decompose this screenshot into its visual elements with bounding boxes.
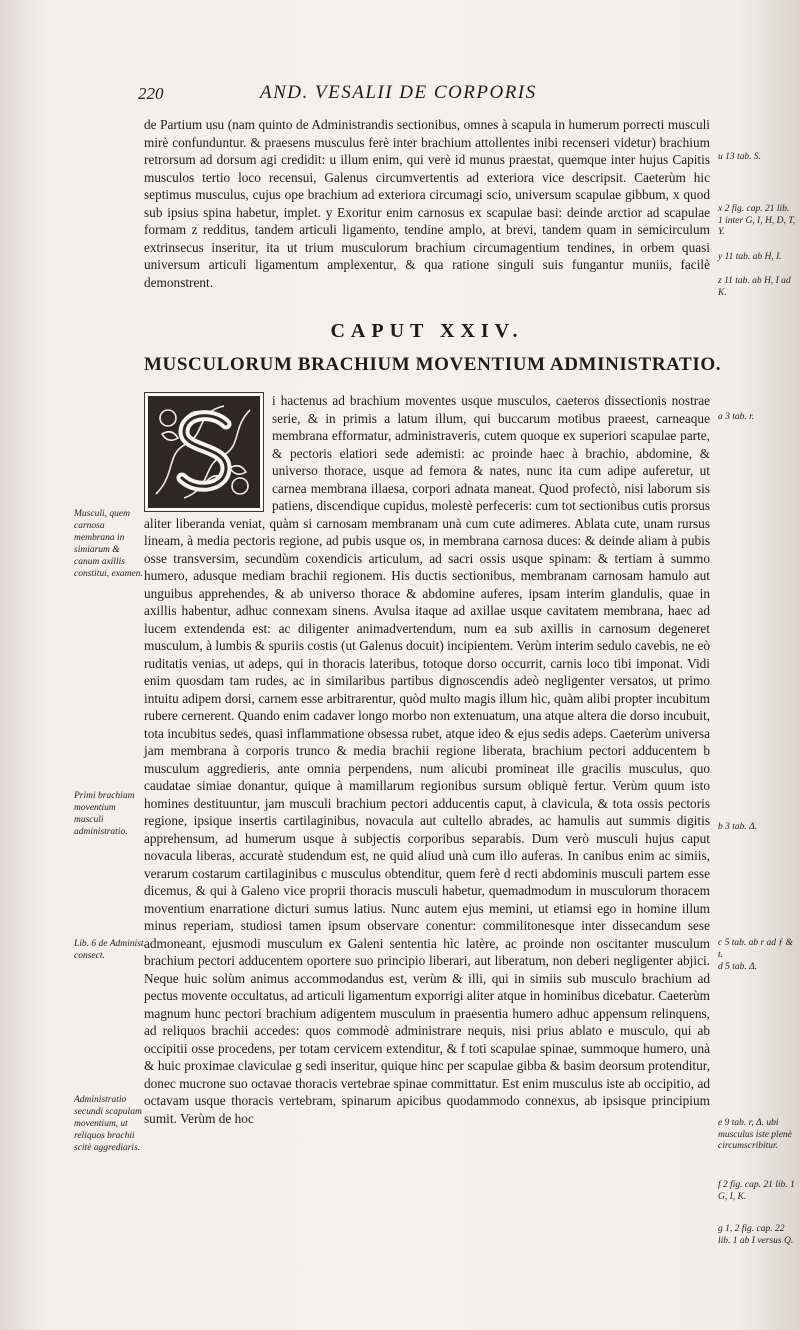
main-body	[144, 392, 710, 1322]
margin-note-left: Musculi, quem carnosa membrana in simiarum & canum axillis constitui, examen.	[74, 509, 143, 579]
ornamental-initial	[144, 392, 264, 512]
page-header	[138, 84, 728, 110]
chapter-title: MUSCULORUM BRACHIUM MOVENTIUM ADMINISTRATIO.	[144, 354, 722, 375]
margin-note-left: Primi brachium moventium musculi administratio.	[74, 791, 135, 837]
ornamental-initial-s-icon	[146, 394, 262, 510]
margin-note-right: b 3 tab. Δ.	[718, 822, 758, 832]
margin-note-right: x 2 fig. cap. 21 lib. 1 inter G, I, H, D, T, Y.	[718, 204, 796, 237]
margin-note-right: g 1, 2 fig. cap. 22 lib. 1 ab I versus Q.	[718, 1224, 794, 1246]
chapter-number: CAPUT XXIV.	[330, 320, 524, 342]
margin-note-right: e 9 tab. r, Δ. ubi musculus iste plenè circumscribitur.	[718, 1118, 792, 1151]
margin-note-right: f 2 fig. cap. 21 lib. 1 G, I, K.	[718, 1180, 795, 1202]
margin-note-right: c 5 tab. ab r ad ƒ & t.	[718, 938, 793, 960]
margin-note-right: a 3 tab. r.	[718, 412, 755, 422]
margin-note-right: d 5 tab. Δ.	[718, 962, 758, 972]
running-head: AND. VESALII DE CORPORIS	[260, 82, 537, 103]
margin-note-left: Administratio secundi scapulam moventium, ut reliquos brachii scitè aggrediaris.	[74, 1095, 142, 1153]
margin-note-left: Lib. 6 de Administ. consect.	[74, 939, 146, 961]
top-paragraph: de Partium usu (nam quinto de Administrandis sectionibus, omnes à scapula in humerum porrecti musculi mirè confunduntur. & praesens musculus ferè inter brachium attollentes inibi recenseri videtur) brachium retrorsum ad dorsum agi credidit: u illum enim, qui verè id munus praestat, quemque inter hujus Capitis musculos tertio loco recensui, Galenus circumvertentis ad exteriora vice descripsit. Caeterùm hic septimus musculus, cujus ope brachium ad exteriora circumagi scio, universum scapulae gibbum, x quod sub ipsius spina habetur, implet. y Exoritur enim carnosus ex scapulae basi: deinde arctior ad scapulae formam z redditus, tandem articuli ligamento, tendine amplo, at brevi, tandem quam in semicirculum extrinsecus inseritur, ita ut trium musculorum brachium circumagentium tendines, in orbem quasi universum articuli ligamentum amplexentur, & qua ratione singuli suis fungantur muniis, facilè demonstrent.	[144, 117, 710, 290]
margin-note-right: u 13 tab. S.	[718, 152, 762, 162]
body-paragraph: i hactenus ad brachium moventes usque musculos, caeteros dissectionis nostrae serie, & in primis a latum illum, qui buccarum motibus praeest, carneaque membrana efformatur, administraveris, cutem quoque ex superiori scapulae parte, & pectoris elatiori sede ademisti: ac proinde haec à brachio, abdomine, & universo thorace, usque ad femora & nates, nunc ita cum adipe auferetur, ut carnea membrana illaesa, corpori adnata maneat. Quod profectò, nisi laborum sis patiens, discendique cupidus, molestè perfeceris: cum tot sectionibus cutis prorsus aliter liberanda veniat, quàm si carnosam membranam unà cum cute adimeres. Ablata cute, unam rursus lineam, à media pectoris regione, ad pubis usque os, in membrana carnosa duces: & deinde aliam à pubis osse transversim, secundùm coxendicis articulum, ad sacri ossis usque spinam: & tertiam à summo humero, adusque mediam brachii regionem. His ductis sectionibus, membranam carnosam hamulo aut unguibus apprehendes, & ab universo thorace & abdomine auferes, ipsam interim glandulis, quae in axillis habentur, adhuc connexam sinens. Avulsa itaque ad axillae usque cavitatem membrana, haec ad lucem extendenda est: ac diligenter animadvertendum, num ea sub axillis in carnosum degeneret musculum, à lumbis & spuriis costis (ut Galenus docuit) incipientem. Verùm interim sedulo cavebis, ne eò ruditatis venias, ut adeps, qui in thoracis lateribus, totoque dorso occurrit, carnis loco tibi imponat. Vidi enim quosdam tam rudes, ac in similaribus partibus dignoscendis adeò negligenter versatos, ut primo intuitu adipem dorsi, carnem esse arbitrarentur, quòd multo magis illum hìc, quàm alibi propter incubitum rubere cernerent. Quando enim cadaver longo morbo non extenuatum, una atque altera die dorso incubuit, tota incubitus sedes, quasi inflammatione obsessa rubet, atque ideo & ejus sedis adeps. Caeterùm universa jam membrana à corporis trunco & media brachii regione liberata, brachium pectori adducentem b musculum aggredieris, ante omnia perpendens, num alicubi promineat ille gracilis musculus, quo caudatae simiae donantur, quique à mamillarum regionibus sursum obliquè fertur. Verùm quum isto homines destituuntur, jam musculi brachium pectori adducentis caput, à clavicula, & tota ossis pectoris regione, ipsique insertis cartilaginibus, novacula aut cultello abrades, ac hamulis aut summis digitis apprehensum, ad humerum usque à subjectis corporibus separabis. Dum verò musculi hujus caput novacula liberas, accuratè studendum est, ne quid aliud unà cum illo auferas. In canibus enim ac simiis, verarum costarum cartilaginibus c musculus obtenditur, quem ferè d recti abdominis musculi partem esse dicemus, & qui à Galeno vice proprii thoracis musculi habetur, quemadmodum in musculorum thoracem moventium enarratione dicturi sumus latius. Nunc autem ejus memini, ut etiamsi ego in homine illum minus reperiam, studiosi tamen ipsum observare conentur: commilitonesque inter dissecandum sese admoneant, ejusmodi musculum ex Galeni sententia hìc latère, ac proinde non oscitanter musculum brachium pectori adducentem oportere suo principio liberari, aut liberatum, non deberi negligenter abjici. Neque huic solùm animus accommodandus est, verùm & illi, qui in simiis sub musculo brachium ad pectus movente occultatus, ad articuli ligamentum exporrigi aliter atque in hominibus dicebatur. Caeterùm magnum hunc pectori brachium adigentem musculum in praesentia humero adhuc appensum relinquens, ad reliquos brachii accedes: quos commodè administrare nequis, nisi prius ablato e musculo, qui ab occipitii osse procedens, per totam cervicem extenditur, & f toti scapulae spinae, summoque humero, unà & huic proximae claviculae g sedi inseritur, quique hinc per scapulae gibba & basim deorsum protenditur, donec mucrone suo octavae thoracis vertebrae spinae committatur. Est enim musculus iste ab occipitio, ad octavam usque thoracis vertebram, spinarum apicibus quodammodo connexus, ab ipsisque principium sumit. Verùm de hoc	[144, 393, 710, 1126]
margin-note-right: z 11 tab. ab H, I ad K.	[718, 276, 791, 298]
page-number: 220	[138, 84, 164, 103]
margin-note-right: y 11 tab. ab H, I.	[718, 252, 782, 262]
